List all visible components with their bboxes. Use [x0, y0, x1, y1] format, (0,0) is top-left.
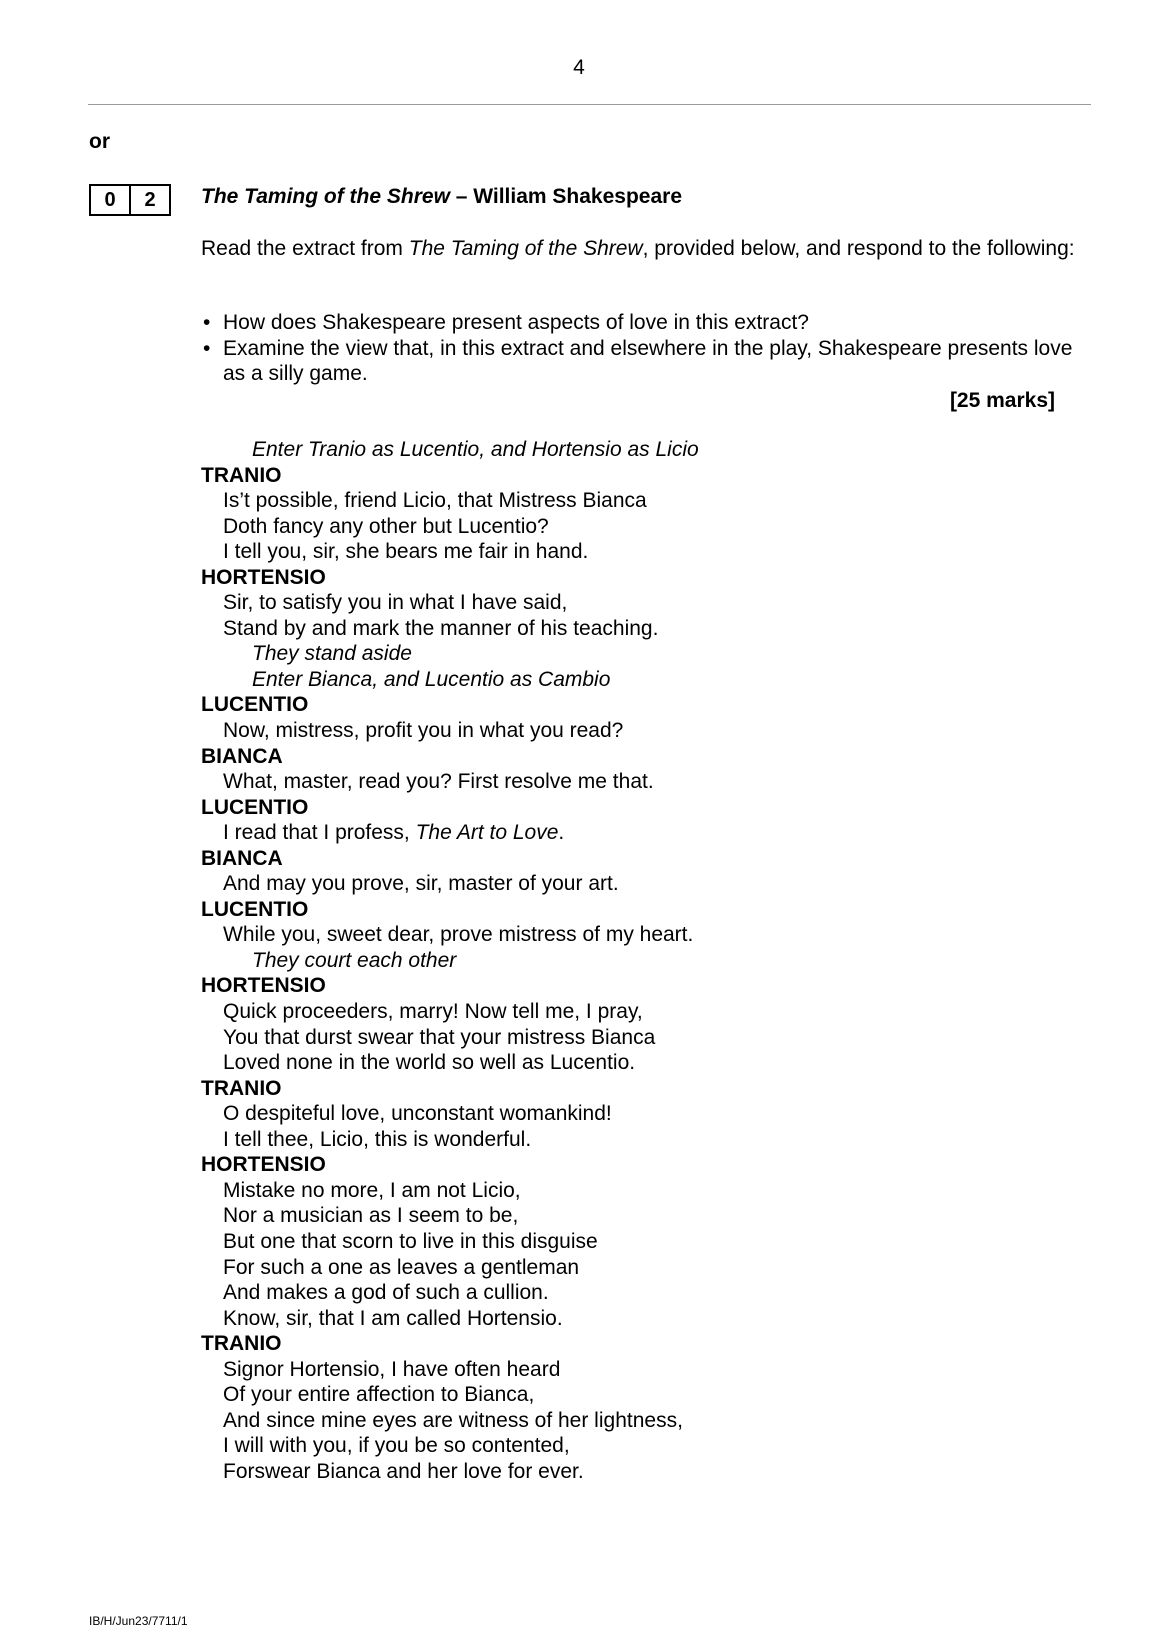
- verse-line: And since mine eyes are witness of her lightness,: [223, 1408, 683, 1432]
- question-number-box: [89, 184, 171, 216]
- verse-line: Know, sir, that I am called Hortensio.: [223, 1306, 563, 1330]
- marks-label: [25 marks]: [949, 389, 1055, 412]
- speaker-name: TRANIO: [201, 463, 282, 487]
- speaker-name: LUCENTIO: [201, 693, 309, 717]
- verse-line: [201, 820, 1081, 846]
- verse-line: Is’t possible, friend Licio, that Mistress Bianca: [223, 489, 647, 513]
- page-number: 4: [573, 56, 585, 79]
- speaker-name: LUCENTIO: [201, 795, 309, 819]
- play-title: The Taming of the Shrew: [201, 185, 450, 208]
- or-label: or: [89, 130, 110, 153]
- stage-direction: Enter Tranio as Lucentio, and Hortensio as Licio: [252, 438, 699, 461]
- verse-line: Mistake no more, I am not Licio,: [223, 1178, 521, 1202]
- question-title: [201, 185, 682, 209]
- verse-text: .: [558, 821, 565, 845]
- header-divider: [88, 104, 1091, 105]
- question-bullets: [201, 310, 1081, 387]
- play-extract: [201, 437, 1081, 1484]
- verse-line: I will with you, if you be so contented,: [223, 1434, 570, 1458]
- verse-italic-title: The Art to Love: [415, 821, 559, 845]
- stage-direction: Enter Bianca, and Lucentio as Cambio: [252, 667, 611, 691]
- speaker-name: HORTENSIO: [201, 1153, 326, 1177]
- stage-direction: They stand aside: [252, 642, 412, 666]
- verse-text: I read that I profess,: [223, 821, 416, 845]
- speaker-name: LUCENTIO: [201, 897, 309, 921]
- verse-line: O despiteful love, unconstant womankind!: [223, 1102, 612, 1126]
- question-number-digit: 0: [104, 189, 116, 211]
- instruction-text: Read the extract from: [201, 237, 409, 260]
- instruction-text: , provided below, and respond to the following:: [642, 237, 1075, 260]
- verse-line: While you, sweet dear, prove mistress of my heart.: [223, 923, 694, 947]
- verse-line: For such a one as leaves a gentleman: [223, 1255, 580, 1279]
- question-number-digit: 2: [129, 186, 169, 214]
- verse-line: Of your entire affection to Bianca,: [223, 1383, 535, 1407]
- verse-line: Nor a musician as I seem to be,: [223, 1204, 519, 1228]
- verse-line: Now, mistress, profit you in what you read?: [223, 719, 624, 743]
- verse-line: But one that scorn to live in this disguise: [223, 1229, 598, 1253]
- verse-line: I tell thee, Licio, this is wonderful.: [223, 1127, 532, 1151]
- verse-line: Forswear Bianca and her love for ever.: [223, 1459, 584, 1483]
- verse-line: And makes a god of such a cullion.: [223, 1281, 549, 1305]
- bullet-item: • How does Shakespeare present aspects of love in this extract?: [201, 310, 1081, 335]
- verse-line: Loved none in the world so well as Lucentio.: [223, 1051, 636, 1075]
- verse-line: Quick proceeders, marry! Now tell me, I pray,: [223, 1000, 643, 1024]
- verse-line: Doth fancy any other but Lucentio?: [223, 514, 549, 538]
- speaker-name: BIANCA: [201, 846, 283, 870]
- stage-direction: They court each other: [252, 948, 457, 972]
- verse-line: You that durst swear that your mistress Bianca: [223, 1025, 656, 1049]
- verse-line: Signor Hortensio, I have often heard: [223, 1357, 561, 1381]
- play-author: – William Shakespeare: [449, 185, 683, 208]
- instruction-play-title: The Taming of the Shrew: [408, 237, 643, 260]
- bullet-item: • Examine the view that, in this extract and elsewhere in the play, Shakespeare presents love as a silly game.: [201, 336, 1081, 386]
- speaker-name: HORTENSIO: [201, 565, 326, 589]
- speaker-name: HORTENSIO: [201, 974, 326, 998]
- verse-line: What, master, read you? First resolve me that.: [223, 770, 654, 794]
- question-instructions: [201, 236, 1081, 261]
- speaker-name: TRANIO: [201, 1332, 282, 1356]
- verse-line: I tell you, sir, she bears me fair in hand.: [223, 540, 589, 564]
- speaker-name: TRANIO: [201, 1076, 282, 1100]
- footer-code: IB/H/Jun23/7711/1: [89, 1614, 188, 1628]
- verse-line: Stand by and mark the manner of his teaching.: [223, 616, 659, 640]
- verse-line: And may you prove, sir, master of your art.: [223, 872, 619, 896]
- verse-line: Sir, to satisfy you in what I have said,: [223, 591, 568, 615]
- speaker-name: BIANCA: [201, 744, 283, 768]
